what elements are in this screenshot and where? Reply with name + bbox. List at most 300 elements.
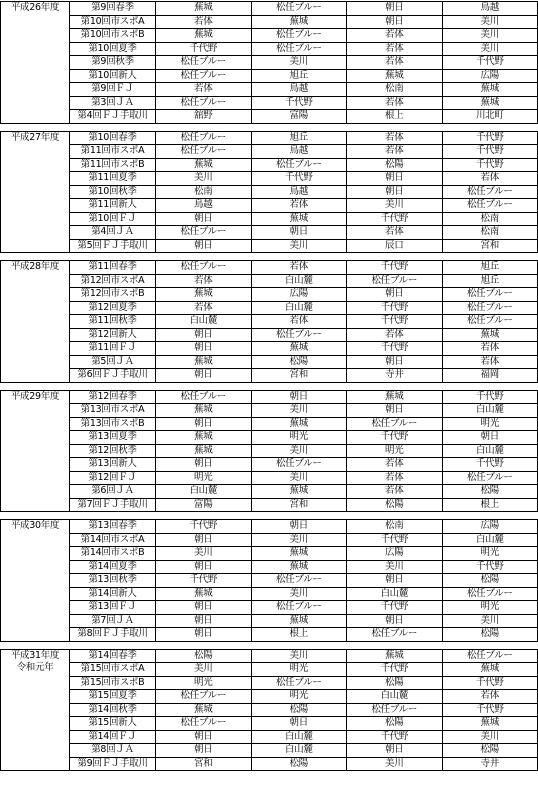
second-place: 鳥越 — [251, 83, 347, 97]
first-place: 白山麓 — [156, 315, 252, 329]
first-place: 松任ブルー — [156, 131, 252, 145]
first-place: 美川 — [156, 172, 252, 186]
fourth-place: 明光 — [442, 417, 538, 431]
first-place: 若体 — [156, 274, 252, 288]
section-spacer — [1, 253, 538, 261]
second-place: 蕪城 — [251, 212, 347, 226]
event-name: 第5回ＦＪ手取川 — [70, 239, 156, 253]
fourth-place: 千代野 — [442, 131, 538, 145]
second-place: 蕪城 — [251, 485, 347, 499]
first-place: 蕪城 — [156, 29, 252, 43]
table-row — [1, 145, 538, 159]
second-place: 朝日 — [251, 520, 347, 534]
fourth-place: 若体 — [442, 355, 538, 369]
table-row — [1, 404, 538, 418]
second-place: 松任ブルー — [251, 574, 347, 588]
first-place: 美川 — [156, 663, 252, 677]
third-place: 千代野 — [347, 431, 443, 445]
first-place: 蕪城 — [156, 703, 252, 717]
event-name: 第15回新人 — [70, 717, 156, 731]
fourth-place: 若体 — [442, 690, 538, 704]
first-place: 朝日 — [156, 533, 252, 547]
fourth-place: 松南 — [442, 212, 538, 226]
second-place: 美川 — [251, 239, 347, 253]
section-spacer — [1, 641, 538, 649]
second-place: 松陽 — [251, 757, 347, 771]
third-place: 松任ブルー — [347, 703, 443, 717]
table-row — [1, 649, 538, 663]
event-name: 第14回ＦＪ — [70, 730, 156, 744]
second-place: 明光 — [251, 663, 347, 677]
third-place: 白山麓 — [347, 690, 443, 704]
first-place: 朝日 — [156, 614, 252, 628]
second-place: 松任ブルー — [251, 42, 347, 56]
third-place: 松任ブルー — [347, 628, 443, 642]
third-place: 朝日 — [347, 744, 443, 758]
first-place: 明光 — [156, 676, 252, 690]
event-name: 第8回ＪＡ — [70, 744, 156, 758]
second-place: 松任ブルー — [251, 29, 347, 43]
third-place: 若体 — [347, 458, 443, 472]
table-row — [1, 328, 538, 342]
event-name: 第13回秋季 — [70, 574, 156, 588]
event-name: 第13回春季 — [70, 520, 156, 534]
event-name: 第4回ＪＡ — [70, 226, 156, 240]
fiscal-year-label: 平成28年度 — [10, 261, 60, 272]
fourth-place: 松任ブルー — [442, 185, 538, 199]
first-place: 松任ブルー — [156, 56, 252, 70]
event-name: 第12回秋季 — [70, 444, 156, 458]
third-place: 千代野 — [347, 730, 443, 744]
fourth-place: 福岡 — [442, 369, 538, 383]
second-place: 広陽 — [251, 288, 347, 302]
event-name: 第14回市スポB — [70, 547, 156, 561]
third-place: 若体 — [347, 471, 443, 485]
fourth-place: 宮和 — [442, 239, 538, 253]
event-name: 第3回ＪＡ — [70, 96, 156, 110]
third-place: 寺井 — [347, 369, 443, 383]
second-place: 鳥越 — [251, 145, 347, 159]
second-place: 美川 — [251, 587, 347, 601]
first-place: 若体 — [156, 301, 252, 315]
fourth-place: 蕪城 — [442, 717, 538, 731]
fourth-place: 美川 — [442, 730, 538, 744]
third-place: 朝日 — [347, 2, 443, 16]
fourth-place: 蕪城 — [442, 663, 538, 677]
fourth-place: 鳥越 — [442, 2, 538, 16]
third-place: 朝日 — [347, 574, 443, 588]
first-place: 蕪城 — [156, 158, 252, 172]
section-spacer — [1, 512, 538, 520]
third-place: 若体 — [347, 485, 443, 499]
second-place: 松任ブルー — [251, 601, 347, 615]
fourth-place: 美川 — [442, 42, 538, 56]
table-row — [1, 69, 538, 83]
event-name: 第11回ＦＪ — [70, 342, 156, 356]
table-row — [1, 614, 538, 628]
second-place: 朝日 — [251, 390, 347, 404]
event-name: 第10回夏季 — [70, 42, 156, 56]
first-place: 松陽 — [156, 649, 252, 663]
fourth-place: 白山麓 — [442, 444, 538, 458]
first-place: 千代野 — [156, 574, 252, 588]
second-place: 美川 — [251, 649, 347, 663]
event-name: 第10回春季 — [70, 131, 156, 145]
first-place: 朝日 — [156, 628, 252, 642]
second-place: 美川 — [251, 404, 347, 418]
table-row — [1, 717, 538, 731]
first-place: 宮和 — [156, 757, 252, 771]
first-place: 松南 — [156, 185, 252, 199]
event-name: 第11回市スポB — [70, 158, 156, 172]
event-name: 第10回ＦＪ — [70, 212, 156, 226]
third-place: 千代野 — [347, 212, 443, 226]
third-place: 千代野 — [347, 601, 443, 615]
event-name: 第13回市スポB — [70, 417, 156, 431]
first-place: 朝日 — [156, 417, 252, 431]
third-place: 根上 — [347, 110, 443, 124]
first-place: 朝日 — [156, 369, 252, 383]
table-row — [1, 261, 538, 275]
event-name: 第6回ＦＪ手取川 — [70, 369, 156, 383]
third-place: 美川 — [347, 757, 443, 771]
fourth-place: 松任ブルー — [442, 301, 538, 315]
section-spacer — [1, 382, 538, 390]
first-place: 富陽 — [156, 498, 252, 512]
table-row — [1, 369, 538, 383]
table-row — [1, 431, 538, 445]
table-row — [1, 471, 538, 485]
second-place: 旭丘 — [251, 131, 347, 145]
fourth-place: 千代野 — [442, 145, 538, 159]
table-row — [1, 744, 538, 758]
third-place: 蕪城 — [347, 649, 443, 663]
fiscal-year-label: 平成31年度 — [10, 649, 60, 661]
fourth-place: 明光 — [442, 601, 538, 615]
fourth-place: 寺井 — [442, 757, 538, 771]
table-row — [1, 520, 538, 534]
third-place: 若体 — [347, 328, 443, 342]
second-place: 宮和 — [251, 369, 347, 383]
first-place: 舘野 — [156, 110, 252, 124]
table-row — [1, 42, 538, 56]
event-name: 第9回春季 — [70, 2, 156, 16]
table-row — [1, 560, 538, 574]
results-body — [1, 2, 538, 771]
event-name: 第10回市スポA — [70, 15, 156, 29]
third-place: 明光 — [347, 444, 443, 458]
third-place: 松陽 — [347, 158, 443, 172]
fourth-place: 旭丘 — [442, 261, 538, 275]
event-name: 第10回秋季 — [70, 185, 156, 199]
event-name: 第4回ＦＪ手取川 — [70, 110, 156, 124]
second-place: 松陽 — [251, 703, 347, 717]
second-place: 宮和 — [251, 498, 347, 512]
first-place: 松任ブルー — [156, 69, 252, 83]
fourth-place: 松任ブルー — [442, 471, 538, 485]
first-place: 朝日 — [156, 328, 252, 342]
first-place: 若体 — [156, 15, 252, 29]
table-row — [1, 96, 538, 110]
table-row — [1, 485, 538, 499]
fiscal-year-cell — [1, 131, 70, 253]
table-row — [1, 56, 538, 70]
second-place: 明光 — [251, 431, 347, 445]
first-place: 千代野 — [156, 520, 252, 534]
first-place: 蕪城 — [156, 355, 252, 369]
second-place: 旭丘 — [251, 69, 347, 83]
fourth-place: 根上 — [442, 498, 538, 512]
fourth-place: 白山麓 — [442, 533, 538, 547]
first-place: 松任ブルー — [156, 96, 252, 110]
fourth-place: 松陽 — [442, 628, 538, 642]
fourth-place: 松南 — [442, 226, 538, 240]
table-row — [1, 15, 538, 29]
fourth-place: 千代野 — [442, 158, 538, 172]
first-place: 蕪城 — [156, 431, 252, 445]
third-place: 千代野 — [347, 261, 443, 275]
fourth-place: 美川 — [442, 614, 538, 628]
event-name: 第12回市スポA — [70, 274, 156, 288]
fourth-place: 蕪城 — [442, 328, 538, 342]
first-place: 千代野 — [156, 42, 252, 56]
first-place: 松任ブルー — [156, 226, 252, 240]
fourth-place: 蕪城 — [442, 83, 538, 97]
second-place: 美川 — [251, 471, 347, 485]
second-place: 白山麓 — [251, 730, 347, 744]
fourth-place: 千代野 — [442, 560, 538, 574]
second-place: 千代野 — [251, 172, 347, 186]
table-row — [1, 29, 538, 43]
third-place: 松任ブルー — [347, 417, 443, 431]
first-place: 朝日 — [156, 730, 252, 744]
second-place: 蕪城 — [251, 560, 347, 574]
table-row — [1, 342, 538, 356]
event-name: 第7回ＪＡ — [70, 614, 156, 628]
fiscal-year-label: 平成27年度 — [10, 131, 60, 143]
event-name: 第12回春季 — [70, 390, 156, 404]
table-row — [1, 458, 538, 472]
third-place: 若体 — [347, 29, 443, 43]
table-row — [1, 158, 538, 172]
event-name: 第13回夏季 — [70, 431, 156, 445]
first-place: 白山麓 — [156, 485, 252, 499]
event-name: 第13回新人 — [70, 458, 156, 472]
fiscal-year-cell — [1, 520, 70, 642]
table-row — [1, 355, 538, 369]
fiscal-year-label: 令和元年 — [16, 662, 54, 673]
second-place: 松任ブルー — [251, 458, 347, 472]
table-row — [1, 172, 538, 186]
first-place: 明光 — [156, 471, 252, 485]
table-row — [1, 185, 538, 199]
fourth-place: 白山麓 — [442, 404, 538, 418]
first-place: 美川 — [156, 547, 252, 561]
table-row — [1, 703, 538, 717]
event-name: 第13回市スポA — [70, 404, 156, 418]
fourth-place: 松陽 — [442, 485, 538, 499]
section-spacer — [1, 123, 538, 131]
event-name: 第9回秋季 — [70, 56, 156, 70]
fourth-place: 千代野 — [442, 703, 538, 717]
second-place: 若体 — [251, 261, 347, 275]
event-name: 第11回秋季 — [70, 315, 156, 329]
third-place: 松南 — [347, 83, 443, 97]
table-row — [1, 226, 538, 240]
second-place: 蕪城 — [251, 417, 347, 431]
fourth-place: 朝日 — [442, 431, 538, 445]
fourth-place: 千代野 — [442, 56, 538, 70]
first-place: 若体 — [156, 83, 252, 97]
fourth-place: 千代野 — [442, 458, 538, 472]
table-row — [1, 757, 538, 771]
fiscal-year-label: 平成29年度 — [10, 390, 60, 402]
fourth-place: 松陽 — [442, 744, 538, 758]
first-place: 朝日 — [156, 601, 252, 615]
event-name: 第14回新人 — [70, 587, 156, 601]
third-place: 朝日 — [347, 172, 443, 186]
third-place: 松南 — [347, 520, 443, 534]
fourth-place: 松任ブルー — [442, 315, 538, 329]
fourth-place: 松任ブルー — [442, 288, 538, 302]
table-row — [1, 663, 538, 677]
first-place: 蕪城 — [156, 288, 252, 302]
third-place: 松陽 — [347, 676, 443, 690]
fourth-place: 広陽 — [442, 520, 538, 534]
first-place: 朝日 — [156, 212, 252, 226]
first-place: 朝日 — [156, 239, 252, 253]
fourth-place: 川北町 — [442, 110, 538, 124]
fourth-place: 若体 — [442, 172, 538, 186]
table-row — [1, 533, 538, 547]
event-name: 第5回ＪＡ — [70, 355, 156, 369]
first-place: 松任ブルー — [156, 390, 252, 404]
results-table — [0, 1, 538, 771]
second-place: 蕪城 — [251, 342, 347, 356]
fiscal-year-label: 平成26年度 — [10, 2, 60, 13]
event-name: 第14回秋季 — [70, 703, 156, 717]
fourth-place: 松任ブルー — [442, 199, 538, 213]
table-row — [1, 676, 538, 690]
first-place: 蕪城 — [156, 404, 252, 418]
third-place: 若体 — [347, 131, 443, 145]
table-row — [1, 730, 538, 744]
first-place: 松任ブルー — [156, 690, 252, 704]
table-row — [1, 2, 538, 16]
third-place: 朝日 — [347, 614, 443, 628]
second-place: 朝日 — [251, 717, 347, 731]
fourth-place: 美川 — [442, 29, 538, 43]
event-name: 第15回市スポA — [70, 663, 156, 677]
fiscal-year-label: 平成30年度 — [10, 520, 60, 531]
fourth-place: 明光 — [442, 547, 538, 561]
event-name: 第14回市スポA — [70, 533, 156, 547]
second-place: 若体 — [251, 315, 347, 329]
fiscal-year-cell — [1, 649, 70, 771]
second-place: 松任ブルー — [251, 328, 347, 342]
table-row — [1, 574, 538, 588]
second-place: 蕪城 — [251, 547, 347, 561]
table-row — [1, 110, 538, 124]
third-place: 千代野 — [347, 342, 443, 356]
fourth-place: 旭丘 — [442, 274, 538, 288]
table-row — [1, 131, 538, 145]
event-name: 第11回新人 — [70, 199, 156, 213]
table-row — [1, 444, 538, 458]
third-place: 美川 — [347, 560, 443, 574]
second-place: 松陽 — [251, 355, 347, 369]
third-place: 千代野 — [347, 315, 443, 329]
second-place: 美川 — [251, 533, 347, 547]
fourth-place: 千代野 — [442, 390, 538, 404]
second-place: 美川 — [251, 444, 347, 458]
second-place: 白山麓 — [251, 274, 347, 288]
event-name: 第13回ＦＪ — [70, 601, 156, 615]
event-name: 第12回ＦＪ — [70, 471, 156, 485]
second-place: 若体 — [251, 199, 347, 213]
fourth-place: 千代野 — [442, 676, 538, 690]
first-place: 朝日 — [156, 458, 252, 472]
event-name: 第6回ＪＡ — [70, 485, 156, 499]
fiscal-year-cell — [1, 261, 70, 383]
table-row — [1, 83, 538, 97]
third-place: 朝日 — [347, 355, 443, 369]
second-place: 朝日 — [251, 226, 347, 240]
table-row — [1, 212, 538, 226]
third-place: 朝日 — [347, 185, 443, 199]
first-place: 朝日 — [156, 744, 252, 758]
second-place: 白山麓 — [251, 744, 347, 758]
second-place: 千代野 — [251, 96, 347, 110]
event-name: 第15回夏季 — [70, 690, 156, 704]
fourth-place: 蕪城 — [442, 96, 538, 110]
first-place: 朝日 — [156, 342, 252, 356]
third-place: 若体 — [347, 226, 443, 240]
fourth-place: 松任ブルー — [442, 587, 538, 601]
second-place: 松任ブルー — [251, 2, 347, 16]
event-name: 第14回春季 — [70, 649, 156, 663]
third-place: 朝日 — [347, 15, 443, 29]
third-place: 若体 — [347, 96, 443, 110]
first-place: 蕪城 — [156, 2, 252, 16]
third-place: 千代野 — [347, 301, 443, 315]
first-place: 松任ブルー — [156, 145, 252, 159]
first-place: 蕪城 — [156, 444, 252, 458]
table-row — [1, 547, 538, 561]
event-name: 第11回春季 — [70, 261, 156, 275]
table-row — [1, 390, 538, 404]
event-name: 第8回ＦＪ手取川 — [70, 628, 156, 642]
event-name: 第7回ＦＪ手取川 — [70, 498, 156, 512]
first-place: 松任ブルー — [156, 717, 252, 731]
third-place: 辰口 — [347, 239, 443, 253]
fourth-place: 松陽 — [442, 574, 538, 588]
table-row — [1, 587, 538, 601]
event-name: 第9回ＦＪ — [70, 83, 156, 97]
second-place: 蕪城 — [251, 614, 347, 628]
third-place: 千代野 — [347, 663, 443, 677]
event-name: 第10回市スポB — [70, 29, 156, 43]
first-place: 鳥越 — [156, 199, 252, 213]
third-place: 朝日 — [347, 288, 443, 302]
third-place: 松陽 — [347, 717, 443, 731]
second-place: 美川 — [251, 56, 347, 70]
second-place: 明光 — [251, 690, 347, 704]
table-row — [1, 274, 538, 288]
table-row — [1, 288, 538, 302]
event-name: 第9回ＦＪ手取川 — [70, 757, 156, 771]
event-name: 第11回市スポA — [70, 145, 156, 159]
